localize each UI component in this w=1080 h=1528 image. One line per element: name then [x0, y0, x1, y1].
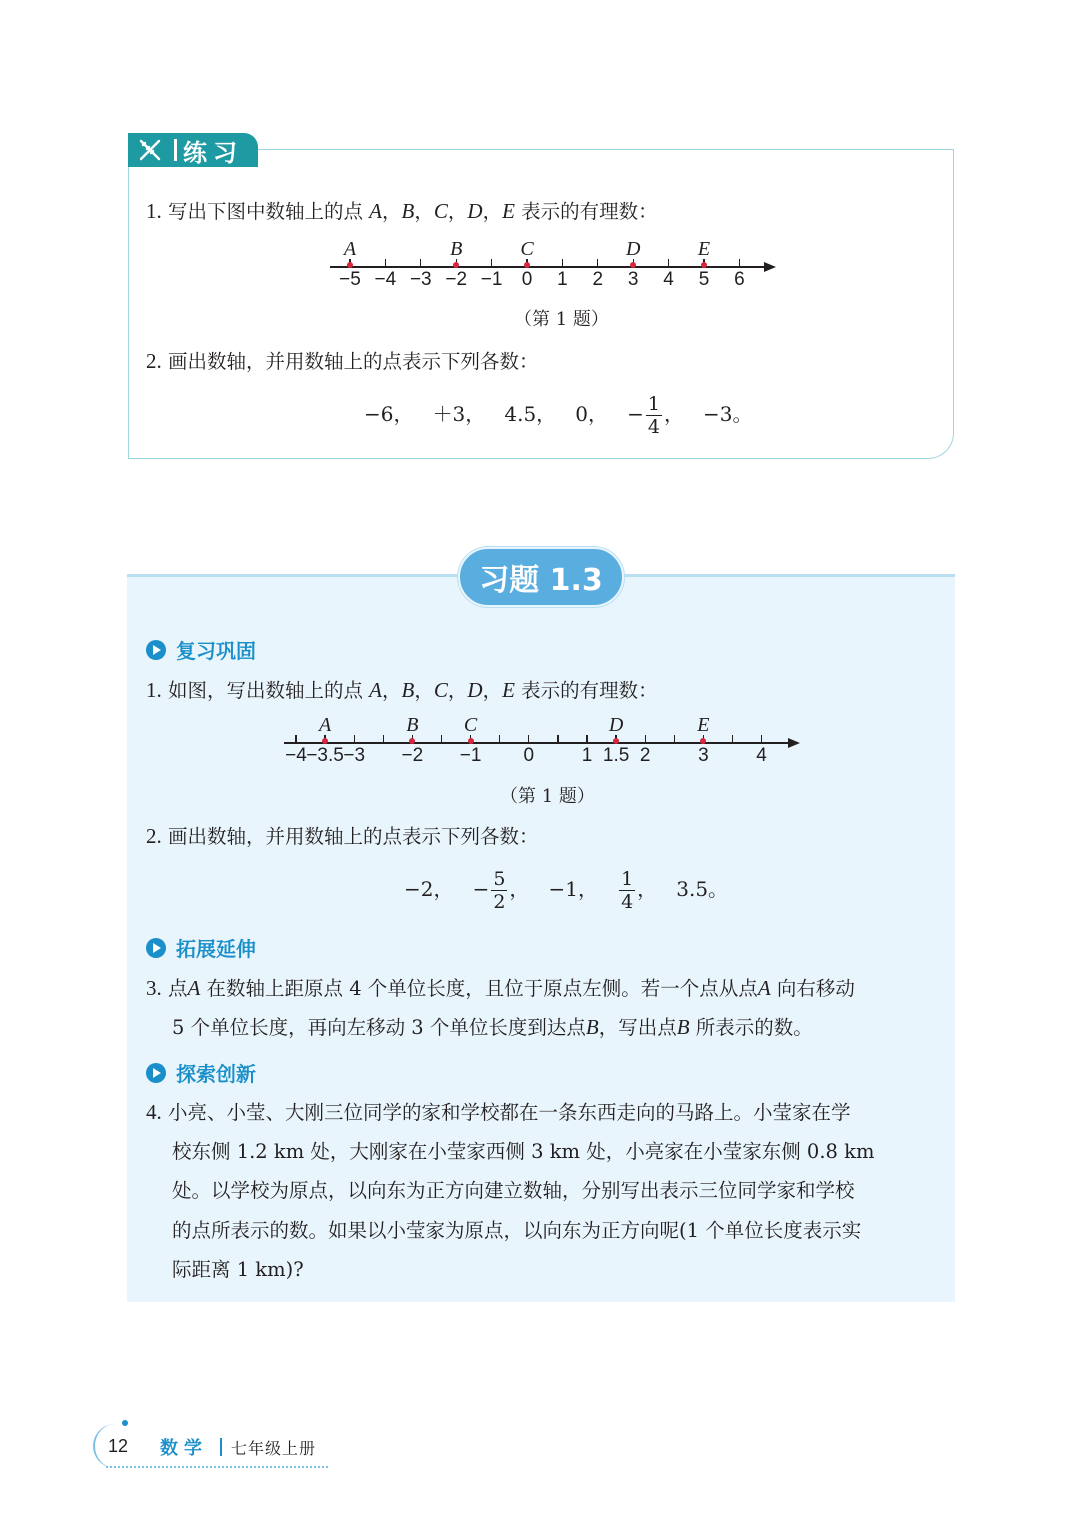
fraction-one-quarter: $\frac{1}{4}$ [621, 868, 634, 913]
point-label-A: A [343, 238, 357, 260]
exercise-question-1: 1. 如图，写出数轴上的点 A，B，C，D，E 表示的有理数： [146, 678, 658, 702]
tick-label: −4 [374, 269, 397, 290]
practice-question-1: 1. 写出下图中数轴上的点 A，B，C，D，E 表示的有理数： [146, 199, 658, 223]
axis-tick [597, 259, 598, 267]
point-A [347, 262, 353, 268]
point-A [322, 738, 328, 744]
point-label-C: C [463, 714, 478, 736]
section-exploration: 探索创新 [146, 1058, 256, 1087]
tick-label: −1 [480, 269, 503, 290]
exercise-question-4-line-2: 校东侧 1.2 km 处，大刚家在小莹家西侧 3 km 处，小亮家在小莹家东侧 0.8 km [172, 1140, 875, 1163]
tick-label: 1 [557, 269, 568, 290]
axis-tick [420, 259, 421, 267]
axis-tick [354, 735, 355, 743]
fraction-one-quarter: $\frac{1}{4}$ [647, 393, 660, 438]
tick-label: −3.5 [306, 745, 344, 766]
play-icon [146, 938, 166, 958]
footer-book-title: 七年级上册 [231, 1439, 317, 1458]
tick-label: −1 [459, 745, 482, 766]
tick-label: 2 [592, 269, 604, 290]
point-label-D: D [608, 714, 624, 736]
point-E [701, 262, 707, 268]
point-B [453, 262, 459, 268]
exercise-question-2: 2. 画出数轴，并用数轴上的点表示下列各数： [146, 824, 539, 848]
point-C [524, 262, 530, 268]
axis-tick [645, 735, 646, 743]
tick-label: 1 [581, 745, 593, 766]
exercise-question-4-line-1: 4. 小亮、小莹、大刚三位同学的家和学校都在一条东西走向的马路上。小莹家在学 [146, 1100, 851, 1124]
axis-tick [528, 735, 529, 743]
play-icon [146, 1063, 166, 1083]
exercise-number-list: −2， − $\frac{5}{2}$ ， −1， $\frac{1}{4}$ ， 3.5。 [404, 868, 729, 913]
point-label-C: C [520, 238, 534, 260]
tick-label: −5 [339, 269, 361, 290]
tick-label: 3 [698, 745, 709, 766]
point-label-E: E [697, 714, 710, 736]
footer-decoration-dot [122, 1420, 128, 1426]
axis-arrow [764, 262, 776, 272]
practice-top-border [256, 149, 954, 150]
fraction-five-halves: $\frac{5}{2}$ [493, 868, 506, 913]
tick-label: −3 [343, 745, 366, 766]
point-E [700, 738, 706, 744]
exercise-question-3-line-2: 5 个单位长度，再向左移动 3 个单位长度到达点B，写出点B 所表示的数。 [172, 1015, 813, 1039]
section-extension: 拓展延伸 [146, 933, 256, 962]
axis-line [330, 266, 764, 268]
tick-label: −4 [285, 745, 307, 766]
axis-tick [295, 735, 296, 743]
practice-number-list: −6， ＋3， 4.5， 0， − $\frac{1}{4}$ ， −3。 [364, 393, 753, 438]
tick-label: 0 [521, 269, 533, 290]
exercise-question-4-line-5: 际距离 1 km)? [172, 1258, 304, 1281]
axis-tick [491, 259, 492, 267]
exercise-figure-caption: （第 1 题） [500, 786, 595, 807]
ruler-pencil-icon [128, 133, 172, 167]
point-D [630, 262, 636, 268]
tick-label: 1.5 [602, 745, 630, 766]
point-label-B: B [406, 714, 419, 736]
practice-title: 练习 [183, 138, 243, 167]
tick-label: 4 [663, 269, 674, 290]
tick-label: −2 [445, 269, 468, 290]
tick-label: 5 [698, 269, 710, 290]
tick-label: 2 [639, 745, 651, 766]
footer-dotted-line [106, 1466, 328, 1468]
point-B [409, 738, 415, 744]
footer-separator [220, 1438, 222, 1456]
axis-tick-minor [441, 735, 442, 743]
axis-tick-minor [732, 735, 733, 743]
page-number: 12 [108, 1436, 129, 1456]
tick-label: 3 [627, 269, 639, 290]
axis-tick [739, 259, 740, 267]
point-label-D: D [625, 238, 641, 260]
tick-label: −3 [409, 269, 432, 290]
point-label-E: E [697, 238, 711, 260]
axis-tick [761, 735, 762, 743]
practice-tab [128, 133, 258, 167]
exercise-badge: 习题 1.3 [458, 547, 624, 607]
tab-separator [174, 139, 177, 161]
axis-line [284, 742, 788, 744]
tick-label: 0 [523, 745, 535, 766]
practice-figure-caption: （第 1 题） [514, 309, 609, 330]
tick-label: 4 [756, 745, 767, 766]
axis-tick [562, 259, 563, 267]
axis-tick-minor [499, 735, 500, 743]
axis-tick [668, 259, 669, 267]
point-D [613, 738, 619, 744]
axis-arrow [788, 738, 800, 748]
exercise-question-3-line-1: 3. 点A 在数轴上距原点 4 个单位长度，且位于原点左侧。若一个点从点A 向右移动 [146, 976, 855, 1000]
tick-label: −2 [401, 745, 424, 766]
practice-question-2: 2. 画出数轴，并用数轴上的点表示下列各数： [146, 349, 539, 373]
axis-tick-minor [557, 735, 558, 743]
exercise-question-4-line-4: 的点所表示的数。如果以小莹家为原点，以向东为正方向呢(1 个单位长度表示实 [172, 1219, 862, 1242]
point-label-A: A [318, 714, 332, 736]
section-review: 复习巩固 [146, 635, 256, 664]
axis-tick-minor [674, 735, 675, 743]
exercise-question-4-line-3: 处。以学校为原点，以向东为正方向建立数轴，分别写出表示三位同学家和学校 [172, 1179, 855, 1202]
axis-tick-minor [383, 735, 384, 743]
point-label-B: B [450, 238, 463, 260]
axis-tick [385, 259, 386, 267]
footer-subject: 数学 [160, 1438, 208, 1459]
axis-tick [586, 735, 587, 743]
play-icon [146, 640, 166, 660]
point-C [468, 738, 474, 744]
tick-label: 6 [734, 269, 745, 290]
